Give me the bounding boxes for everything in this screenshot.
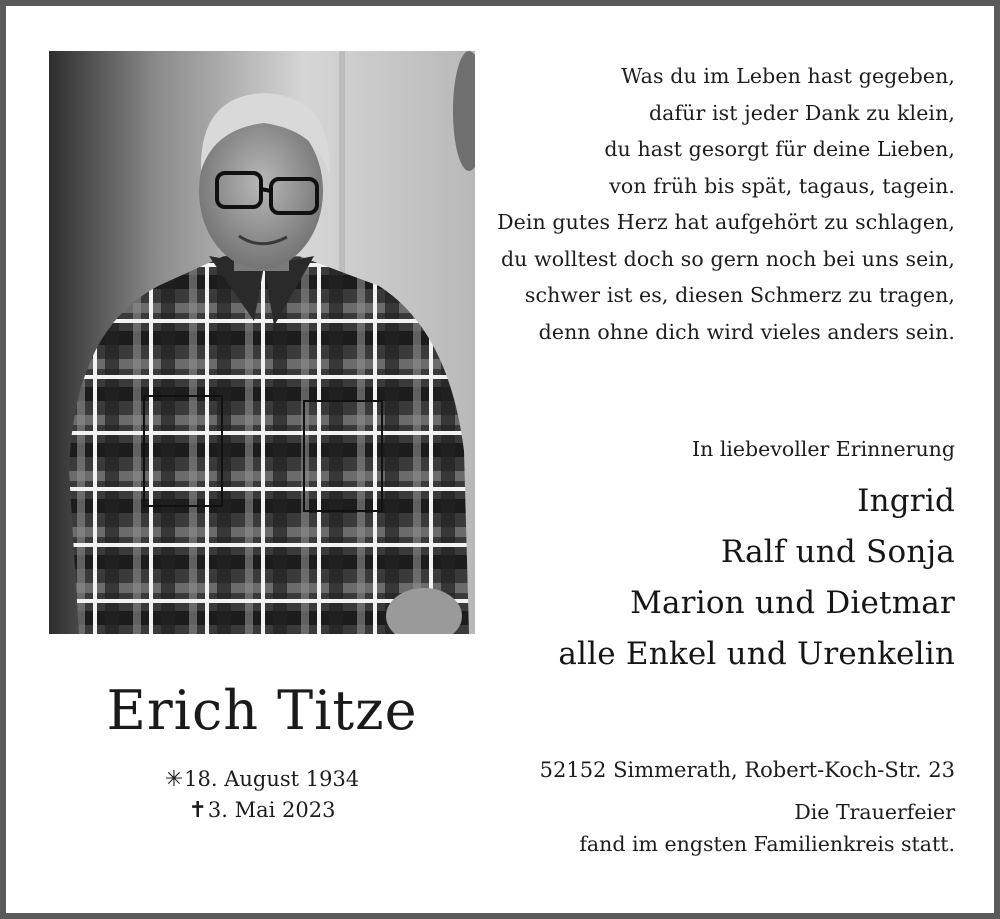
family-member: Ingrid <box>857 483 955 519</box>
memory-line: In liebevoller Erinnerung <box>692 437 955 461</box>
family-member: Marion und Dietmar <box>630 585 955 621</box>
poem-line: dafür ist jeder Dank zu klein, <box>648 100 955 125</box>
birth-date: 18. August 1934 <box>184 767 360 791</box>
portrait-photo <box>49 51 475 634</box>
birth-date-row <box>49 764 475 795</box>
ceremony-line: fand im engsten Familienkreis statt. <box>579 832 955 856</box>
poem-line: Dein gutes Herz hat aufgehört zu schlagen, <box>497 210 955 234</box>
family-names <box>558 476 955 680</box>
family-member: alle Enkel und Urenkelin <box>558 636 955 672</box>
family-member: Ralf und Sonja <box>720 534 955 570</box>
death-date: 3. Mai 2023 <box>207 798 336 822</box>
poem-verse <box>497 58 955 350</box>
poem-line: denn ohne dich wird vieles anders sein. <box>538 319 955 344</box>
poem-line: du hast gesorgt für deine Lieben, <box>604 137 955 161</box>
cross-icon: ✝ <box>188 798 207 823</box>
ceremony-line: Die Trauerfeier <box>794 800 955 824</box>
family-address: 52152 Simmerath, Robert-Koch-Str. 23 <box>539 758 955 782</box>
poem-line: schwer ist es, diesen Schmerz zu tragen, <box>524 283 955 307</box>
death-date-row <box>49 795 475 826</box>
poem-line: von früh bis spät, tagaus, tagein. <box>609 173 955 198</box>
poem-line: du wolltest doch so gern noch bei uns sein, <box>500 246 955 271</box>
birth-star-icon: ✳ <box>164 767 184 792</box>
life-dates <box>49 764 475 826</box>
ceremony-note <box>579 796 955 860</box>
poem-line: Was du im Leben hast gegeben, <box>621 64 955 88</box>
deceased-name: Erich Titze <box>106 679 418 742</box>
